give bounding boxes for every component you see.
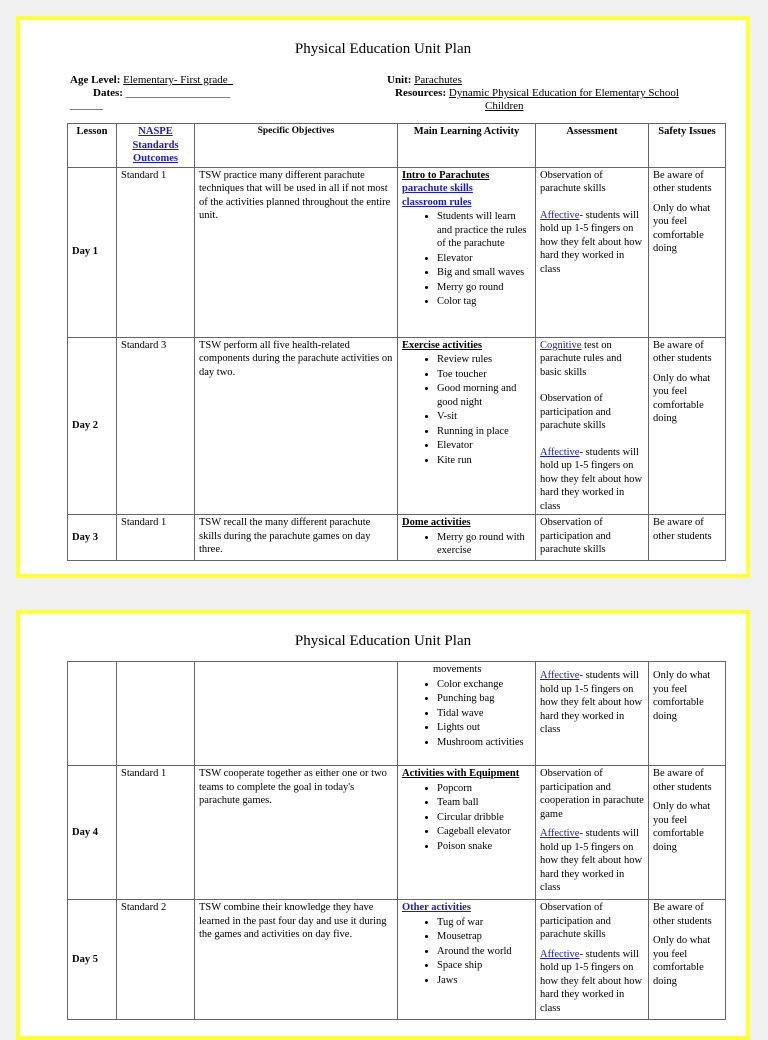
header-assessment: Assessment: [536, 124, 649, 168]
list-item: • Color exchange: [437, 678, 531, 692]
safety-cell: [649, 515, 726, 561]
document-page-2: [16, 610, 750, 1040]
table-row: [68, 766, 726, 900]
objective: TSW cooperate together as either one or two teams to complete the goal in today's parachute games.: [195, 766, 398, 900]
age-level-value: Elementary- First grade: [123, 74, 228, 86]
table-row: [68, 167, 726, 337]
day-label: Day 1: [68, 167, 117, 337]
list-item: • Review rules: [437, 353, 531, 367]
day-label: Day 2: [68, 337, 117, 515]
safety-text: Be aware of other students: [653, 517, 712, 542]
activity-list: [402, 531, 531, 558]
activity-list: [402, 782, 531, 854]
assessment-text: - students will hold up 1-5 fingers on how they felt about how hard they worked in class: [540, 209, 643, 275]
dates-blank-line: ______: [70, 99, 103, 111]
safety-text: Be aware of other students: [653, 339, 712, 364]
activity-title: Exercise activities: [402, 339, 482, 351]
resources-value-line2: Children: [485, 100, 524, 112]
activity-link-classroom-rules[interactable]: classroom rules: [402, 196, 472, 208]
dates-blank: ___________________: [125, 87, 231, 99]
list-item: • Cageball elevator: [437, 825, 531, 839]
standard: Standard 1: [117, 766, 195, 900]
activity-list: [402, 353, 531, 467]
list-item: • Mushroom activities: [437, 736, 531, 750]
resources: Resources: Dynamic Physical Education for Elementary School: [395, 87, 679, 99]
list-item: • Good morning and good night: [437, 382, 531, 409]
table-row: [68, 662, 726, 766]
assessment-text: Observation of participation and parachute skills: [540, 393, 611, 431]
activity-title: Intro to Parachutes: [402, 169, 490, 181]
assessment-text: - students will hold up 1-5 fingers on how they felt about how hard they worked in class: [540, 948, 643, 1014]
objective: TSW recall the many different parachute skills during the parachute games on day three.: [195, 515, 398, 561]
assessment-cell: [536, 337, 649, 515]
cognitive-link[interactable]: Cognitive: [540, 339, 582, 351]
list-item: • Team ball: [437, 796, 531, 810]
page-title: Physical Education Unit Plan: [294, 41, 472, 57]
affective-link[interactable]: Affective: [540, 446, 580, 458]
list-item: • Circular dribble: [437, 811, 531, 825]
list-item: • Running in place: [437, 425, 531, 439]
list-item: • Kite run: [437, 454, 531, 468]
activity-list: [402, 210, 531, 309]
list-item: • Poison snake: [437, 840, 531, 854]
safety-cell: [649, 766, 726, 900]
list-item: • Merry go round: [437, 281, 531, 295]
activity-title: Dome activities: [402, 517, 471, 528]
activity-cell: [398, 167, 536, 337]
activity-cell: [398, 515, 536, 561]
assessment-cell: [536, 167, 649, 337]
list-item: • Tidal wave: [437, 707, 531, 721]
assessment-text: Observation of participation and parachute skills: [540, 902, 611, 940]
activity-continued-text: movements: [433, 664, 482, 675]
activity-link-parachute-skills[interactable]: parachute skills: [402, 183, 473, 194]
assessment-cell: [536, 662, 649, 766]
list-item: • V-sit: [437, 410, 531, 424]
assessment-text: test on parachute rules and basic skills: [540, 339, 622, 378]
activity-cell: [398, 662, 536, 766]
list-item: • Popcorn: [437, 782, 531, 796]
list-item: • Elevator: [437, 252, 531, 266]
unit-plan-table: [67, 123, 726, 561]
day-label: Day 5: [68, 900, 117, 1020]
objective: TSW practice many different parachute techniques that will be used in all if not most of the activities planned throughout the entire unit.: [195, 167, 398, 337]
dates: Dates: ___________________: [93, 87, 231, 99]
table-row: [68, 515, 726, 561]
safety-cell: [649, 662, 726, 766]
activity-title: Activities with Equipment: [402, 768, 520, 779]
list-item: • Tug of war: [437, 916, 531, 930]
affective-link[interactable]: Affective: [540, 948, 580, 960]
assessment-cell: [536, 766, 649, 900]
header-lesson: Lesson: [68, 124, 117, 168]
safety-text: Be aware of other students: [653, 169, 712, 194]
standard: Standard 1: [117, 167, 195, 337]
safety-text: Only do what you feel comfortable doing: [653, 202, 711, 254]
header-naspe[interactable]: NASPE Standards Outcomes: [117, 124, 195, 168]
affective-link[interactable]: Affective: [540, 670, 580, 681]
activity-list: [402, 678, 531, 750]
table-header-row: [68, 124, 726, 168]
list-item: • Mousetrap: [437, 930, 531, 944]
assessment-text: - students will hold up 1-5 fingers on how they felt about how hard they worked in class: [540, 670, 643, 735]
standard: Standard 3: [117, 337, 195, 515]
standard: Standard 1: [117, 515, 195, 561]
objective: TSW perform all five health-related components during the parachute activities on day two.: [195, 337, 398, 515]
list-item: • Students will learn and practice the rules of the parachute: [437, 210, 531, 251]
assessment-cell: [536, 900, 649, 1020]
assessment-text: Observation of participation and cooperation in parachute game: [540, 768, 644, 820]
document-page-1: [16, 16, 750, 578]
list-item: • Space ship: [437, 959, 531, 973]
list-item: • Around the world: [437, 945, 531, 959]
safety-text: Only do what you feel comfortable doing: [653, 372, 711, 424]
safety-text: Be aware of other students: [653, 768, 712, 793]
unit-value: Parachutes: [414, 74, 462, 86]
affective-link[interactable]: Affective: [540, 828, 580, 839]
activity-cell: [398, 766, 536, 900]
header-safety: Safety Issues: [649, 124, 726, 168]
page-title: Physical Education Unit Plan: [294, 633, 472, 649]
safety-cell: [649, 337, 726, 515]
assessment-text: Observation of parachute skills: [540, 169, 606, 194]
table-row: [68, 900, 726, 1020]
assessment-text: - students will hold up 1-5 fingers on how they felt about how hard they worked in class: [540, 446, 643, 512]
safety-text: Be aware of other students: [653, 902, 712, 927]
list-item: • Punching bag: [437, 692, 531, 706]
activity-title-link[interactable]: Other activities: [402, 902, 471, 913]
unit: Unit: Parachutes: [387, 74, 462, 86]
safety-cell: [649, 167, 726, 337]
list-item: • Color tag: [437, 295, 531, 309]
unit-plan-table-continued: [67, 661, 726, 1020]
activity-list: [402, 916, 531, 988]
header-objectives: Specific Objectives: [195, 124, 398, 168]
list-item: • Merry go round with exercise: [437, 531, 531, 558]
safety-cell: [649, 900, 726, 1020]
day-label: Day 3: [68, 515, 117, 561]
assessment-cell: [536, 515, 649, 561]
list-item: • Toe toucher: [437, 368, 531, 382]
activity-cell: [398, 337, 536, 515]
safety-text: Only do what you feel comfortable doing: [653, 670, 711, 722]
assessment-text: Observation of participation and parachute skills: [540, 517, 611, 555]
safety-text: Only do what you feel comfortable doing: [653, 801, 711, 853]
header-activity: Main Learning Activity: [398, 124, 536, 168]
affective-link[interactable]: Affective: [540, 209, 580, 221]
table-row: [68, 337, 726, 515]
age-level: Age Level: Elementary- First grade: [70, 74, 228, 86]
assessment-text: - students will hold up 1-5 fingers on how they felt about how hard they worked in class: [540, 828, 643, 893]
resources-value: Dynamic Physical Education for Elementary School: [448, 87, 679, 99]
safety-text: Only do what you feel comfortable doing: [653, 935, 711, 987]
standard: Standard 2: [117, 900, 195, 1020]
list-item: • Lights out: [437, 721, 531, 735]
objective: TSW combine their knowledge they have learned in the past four day and use it during the games and activities on day five.: [195, 900, 398, 1020]
day-label: Day 4: [68, 766, 117, 900]
activity-cell: [398, 900, 536, 1020]
list-item: • Elevator: [437, 439, 531, 453]
list-item: • Big and small waves: [437, 266, 531, 280]
list-item: • Jaws: [437, 974, 531, 988]
